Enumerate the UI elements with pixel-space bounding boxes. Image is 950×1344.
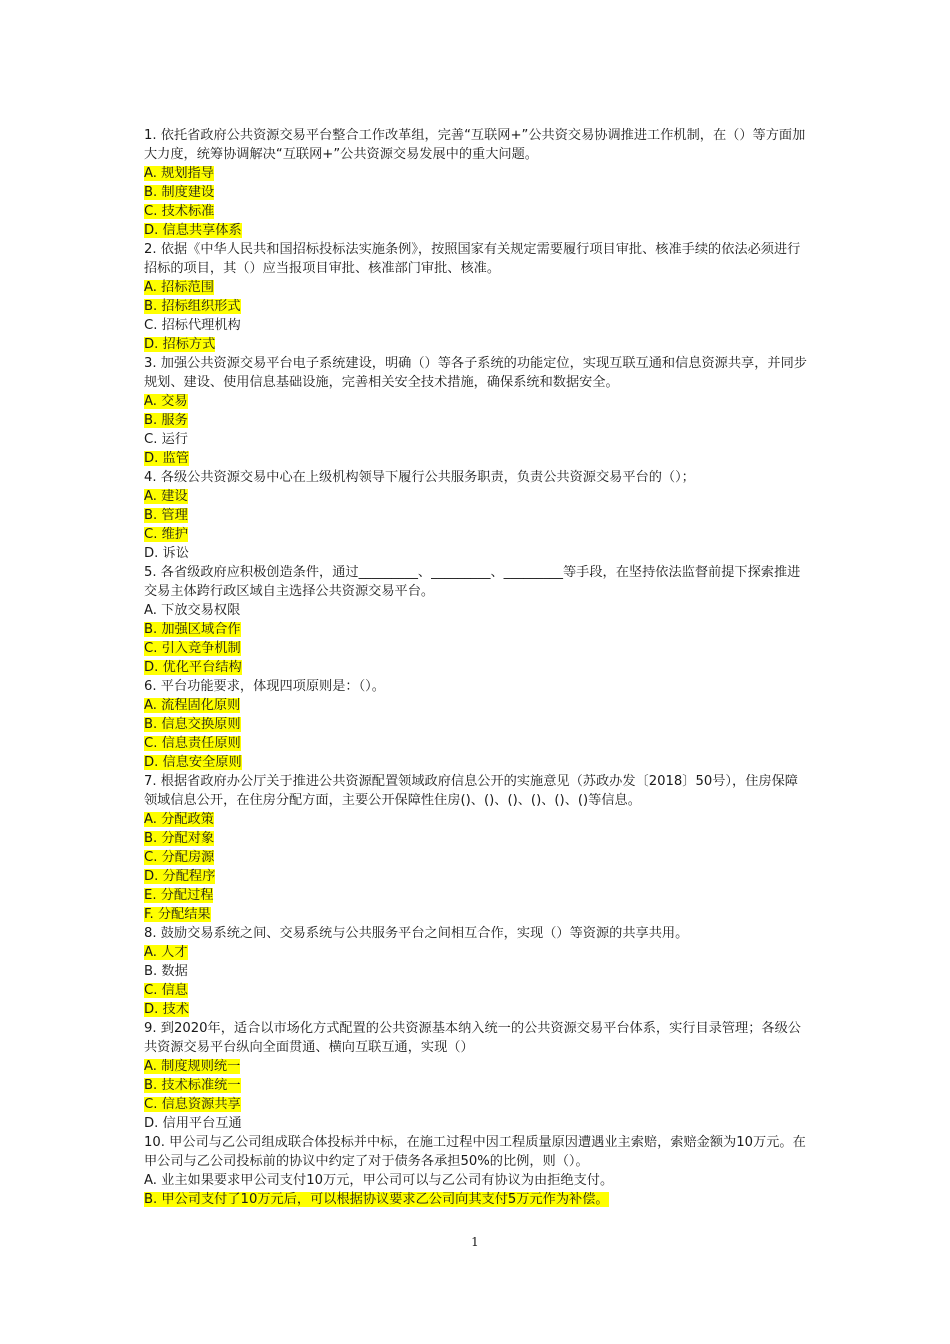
- answer-option: [144, 316, 810, 335]
- answer-option: [144, 962, 810, 981]
- answer-option-highlighted: A. 人才: [144, 945, 188, 960]
- answer-option-text: A. 下放交易权限: [144, 603, 241, 618]
- answer-option-highlighted: B. 技术标准统一: [144, 1078, 241, 1093]
- answer-option-highlighted: D. 招标方式: [144, 337, 216, 352]
- answer-option: [144, 696, 810, 715]
- answer-option-highlighted: D. 优化平台结构: [144, 660, 242, 675]
- question-block: [144, 240, 810, 354]
- answer-option-highlighted: B. 加强区域合作: [144, 622, 241, 637]
- question-text: 2. 依据《中华人民共和国招标投标法实施条例》，按照国家有关规定需要履行项目审批、核准手续的依法必须进行招标的项目，其（）应当报项目审批、核准部门审批、核准。: [144, 242, 801, 276]
- answer-option-highlighted: A. 规划指导: [144, 166, 214, 181]
- answer-option: [144, 449, 810, 468]
- answer-option-text: B. 数据: [144, 964, 188, 979]
- question-block: [144, 1019, 810, 1133]
- answer-option: [144, 734, 810, 753]
- answer-option: [144, 715, 810, 734]
- answer-option-highlighted: A. 制度规则统一: [144, 1059, 241, 1074]
- question-block: [144, 563, 810, 677]
- answer-option: [144, 1057, 810, 1076]
- answer-option: [144, 1114, 810, 1133]
- answer-option-highlighted: A. 建设: [144, 489, 188, 504]
- answer-option: [144, 411, 810, 430]
- answer-option: [144, 221, 810, 240]
- answer-option-highlighted: C. 信息资源共享: [144, 1097, 241, 1112]
- answer-option-highlighted: D. 信息共享体系: [144, 223, 242, 238]
- answer-option: [144, 620, 810, 639]
- question-block: [144, 468, 810, 563]
- question-block: [144, 126, 810, 240]
- answer-option: [144, 202, 810, 221]
- answer-option-highlighted: A. 流程固化原则: [144, 698, 241, 713]
- question-block: [144, 772, 810, 924]
- answer-option-highlighted: D. 分配程序: [144, 869, 216, 884]
- answer-option: [144, 1190, 810, 1209]
- answer-option: [144, 867, 810, 886]
- answer-option: [144, 981, 810, 1000]
- answer-option: [144, 848, 810, 867]
- answer-option: [144, 905, 810, 924]
- answer-option: [144, 297, 810, 316]
- answer-option-text: C. 招标代理机构: [144, 318, 241, 333]
- question-text: 8. 鼓励交易系统之间、交易系统与公共服务平台之间相互合作，实现（）等资源的共享共用。: [144, 926, 689, 941]
- answer-option-highlighted: C. 信息: [144, 983, 188, 998]
- answer-option-text: A. 业主如果要求甲公司支付10万元，甲公司可以与乙公司有协议为由拒绝支付。: [144, 1173, 614, 1188]
- answer-option-highlighted: C. 分配房源: [144, 850, 215, 865]
- answer-option: [144, 1076, 810, 1095]
- answer-option-highlighted: B. 分配对象: [144, 831, 215, 846]
- answer-option: [144, 810, 810, 829]
- question-text: 1. 依托省政府公共资源交易平台整合工作改革组，完善“互联网+”公共资交易协调推进工作机制，在（）等方面加大力度，统筹协调解决“互联网+”公共资源交易发展中的重大问题。: [144, 128, 806, 162]
- answer-option-highlighted: B. 甲公司支付了10万元后，可以根据协议要求乙公司向其支付5万元作为补偿。: [144, 1192, 609, 1207]
- answer-option-highlighted: D. 监管: [144, 451, 189, 466]
- answer-option: [144, 487, 810, 506]
- answer-option-highlighted: B. 服务: [144, 413, 188, 428]
- answer-option: [144, 658, 810, 677]
- answer-option-highlighted: D. 技术: [144, 1002, 189, 1017]
- answer-option-highlighted: E. 分配过程: [144, 888, 214, 903]
- answer-option: [144, 1171, 810, 1190]
- answer-option: [144, 183, 810, 202]
- answer-option: [144, 525, 810, 544]
- answer-option: [144, 278, 810, 297]
- answer-option: [144, 639, 810, 658]
- answer-option-highlighted: C. 信息责任原则: [144, 736, 241, 751]
- question-text: 6. 平台功能要求，体现四项原则是：（）。: [144, 679, 385, 694]
- answer-option-highlighted: A. 交易: [144, 394, 188, 409]
- answer-option: [144, 164, 810, 183]
- question-text: 5. 各省级政府应积极创造条件，通过_________、_________、_________等手段，在坚持依法监督前提下探索推进交易主体跨行政区域自主选择公共资源交易平台。: [144, 565, 801, 599]
- answer-option-highlighted: B. 信息交换原则: [144, 717, 241, 732]
- answer-option-highlighted: A. 招标范围: [144, 280, 214, 295]
- answer-option-highlighted: B. 管理: [144, 508, 188, 523]
- question-text: 4. 各级公共资源交易中心在上级机构领导下履行公共服务职责，负责公共资源交易平台的（）；: [144, 470, 695, 485]
- question-text: 9. 到2020年，适合以市场化方式配置的公共资源基本纳入统一的公共资源交易平台体系，实行目录管理；各级公共资源交易平台纵向全面贯通、横向互联互通，实现（）: [144, 1021, 801, 1055]
- answer-option-highlighted: D. 信息安全原则: [144, 755, 242, 770]
- answer-option: [144, 1000, 810, 1019]
- answer-option: [144, 506, 810, 525]
- answer-option-highlighted: C. 技术标准: [144, 204, 215, 219]
- answer-option-text: D. 信用平台互通: [144, 1116, 242, 1131]
- answer-option-highlighted: C. 维护: [144, 527, 188, 542]
- document-body: [144, 126, 810, 1209]
- question-text: 3. 加强公共资源交易平台电子系统建设，明确（）等各子系统的功能定位，实现互联互通和信息资源共享，并同步规划、建设、使用信息基础设施，完善相关安全技术措施，确保系统和数据安全。: [144, 356, 807, 390]
- question-block: [144, 1133, 810, 1209]
- answer-option: [144, 430, 810, 449]
- answer-option: [144, 392, 810, 411]
- answer-option: [144, 1095, 810, 1114]
- page-number: 1: [471, 1235, 479, 1249]
- answer-option-highlighted: C. 引入竞争机制: [144, 641, 241, 656]
- answer-option: [144, 886, 810, 905]
- answer-option: [144, 829, 810, 848]
- question-block: [144, 924, 810, 1019]
- answer-option: [144, 753, 810, 772]
- question-text: 10. 甲公司与乙公司组成联合体投标并中标，在施工过程中因工程质量原因遭遇业主索赔，索赔金额为10万元。在甲公司与乙公司投标前的协议中约定了对于债务各承担50%的比例，则（）。: [144, 1135, 806, 1169]
- question-text: 7. 根据省政府办公厅关于推进公共资源配置领域政府信息公开的实施意见（苏政办发〔2018〕50号），住房保障领域信息公开，在住房分配方面，主要公开保障性住房()、()、()、()、()、()等信息。: [144, 774, 798, 808]
- answer-option: [144, 601, 810, 620]
- answer-option: [144, 335, 810, 354]
- question-block: [144, 354, 810, 468]
- answer-option-text: C. 运行: [144, 432, 188, 447]
- answer-option-highlighted: B. 制度建设: [144, 185, 215, 200]
- question-block: [144, 677, 810, 772]
- answer-option-highlighted: A. 分配政策: [144, 812, 214, 827]
- answer-option-highlighted: B. 招标组织形式: [144, 299, 241, 314]
- answer-option: [144, 544, 810, 563]
- answer-option: [144, 943, 810, 962]
- answer-option-text: D. 诉讼: [144, 546, 189, 561]
- answer-option-highlighted: F. 分配结果: [144, 907, 211, 922]
